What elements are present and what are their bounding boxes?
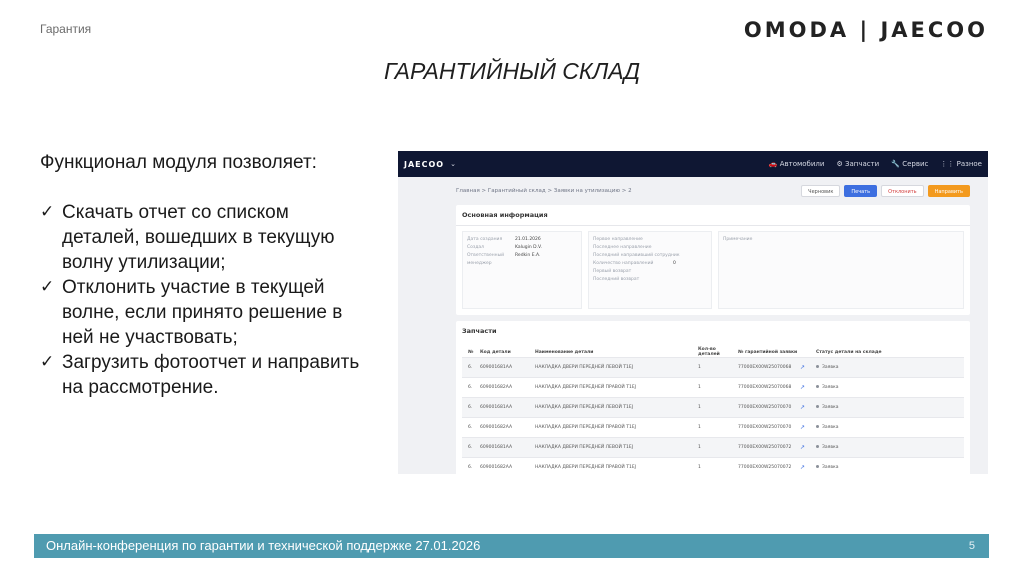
column-header: Наименование детали	[535, 349, 594, 355]
status-label: Заявка	[822, 365, 839, 370]
info-value: 21.01.2026	[515, 237, 541, 242]
nav-label: Автомобили	[779, 160, 825, 168]
cell-status	[816, 465, 906, 470]
cell-code: 609001682AA	[480, 465, 513, 470]
table-header	[462, 347, 964, 357]
page-number: 5	[968, 540, 975, 552]
info-row	[467, 236, 577, 244]
info-col-main	[462, 231, 582, 309]
bullet-item	[40, 350, 370, 400]
bullet-text: Скачать отчет со списком деталей, вошедших в текущую волну утилизации;	[62, 202, 335, 273]
nav-item-misc[interactable]: ⋮⋮ Разное	[940, 160, 982, 168]
cell-number: 6.	[468, 445, 473, 450]
cell-status	[816, 385, 906, 390]
table-row[interactable]	[462, 437, 964, 457]
checkmark-icon: ✓	[40, 352, 55, 372]
info-key: Первое направление	[593, 237, 643, 242]
cell-name: НАКЛАДКА ДВЕРИ ПЕРЕДНЕЙ ПРАВОЙ T1EJ	[535, 465, 637, 470]
info-key: Ответственный менеджер	[467, 253, 505, 266]
status-dot	[816, 465, 819, 468]
status-label: Заявка	[822, 385, 839, 390]
cell-number: 6.	[468, 465, 473, 470]
column-header: Кол-во деталей	[698, 347, 720, 357]
app-logo: JAECOO	[404, 159, 445, 169]
cell-status	[816, 365, 906, 370]
table-body	[462, 357, 964, 474]
print-button[interactable]: Печать	[844, 185, 877, 197]
table-row[interactable]	[462, 397, 964, 417]
cell-number: 6.	[468, 425, 473, 430]
cell-code: 609001682AA	[480, 425, 513, 430]
info-col-notes	[718, 231, 964, 309]
info-key: Последнее направление	[593, 245, 652, 250]
cell-claim: 77000EX00W25070070	[738, 405, 792, 410]
external-link-icon[interactable]: ↗	[800, 404, 806, 411]
status-label: Заявка	[822, 465, 839, 470]
parts-card	[456, 321, 970, 474]
cell-code: 609001681AA	[480, 445, 513, 450]
cell-claim: 77000EX00W25070068	[738, 385, 792, 390]
checkmark-icon: ✓	[40, 277, 55, 297]
cell-qty: 1	[698, 385, 701, 390]
table-row[interactable]	[462, 377, 964, 397]
bullet-item	[40, 200, 370, 275]
cell-claim: 77000EX00W25070072	[738, 445, 792, 450]
column-header: №	[468, 349, 474, 355]
cell-qty: 1	[698, 405, 701, 410]
cell-claim: 77000EX00W25070068	[738, 365, 792, 370]
breadcrumb[interactable]: Главная > Гарантийный склад > Заявки на утилизацию > 2	[456, 188, 632, 194]
bullets-block	[40, 150, 370, 400]
nav-label: Запчасти	[844, 160, 880, 168]
cell-status	[816, 445, 906, 450]
breadcrumb-row	[456, 183, 970, 199]
cell-number: 6.	[468, 365, 473, 370]
info-columns	[462, 231, 964, 309]
slide-title: ГАРАНТИЙНЫЙ СКЛАД	[383, 58, 641, 84]
table-row[interactable]	[462, 357, 964, 377]
cell-qty: 1	[698, 465, 701, 470]
cell-qty: 1	[698, 445, 701, 450]
status-dot	[816, 425, 819, 428]
status-label: Заявка	[822, 425, 839, 430]
cell-status	[816, 405, 906, 410]
cell-status	[816, 425, 906, 430]
cell-claim: 77000EX00W25070072	[738, 465, 792, 470]
nav-item-parts[interactable]: ⚙ Запчасти	[836, 160, 880, 168]
info-col-directions	[588, 231, 712, 309]
brand-logo: OMODA | JAECOO	[743, 18, 988, 42]
section-label: Гарантия	[40, 22, 92, 36]
table-row[interactable]	[462, 417, 964, 437]
status-label: Заявка	[822, 445, 839, 450]
cell-name: НАКЛАДКА ДВЕРИ ПЕРЕДНЕЙ ЛЕВОЙ T1EJ	[535, 405, 634, 410]
nav-item-service[interactable]: 🔧 Сервис	[891, 160, 929, 168]
bullet-text: Загрузить фотоотчет и направить на рассмотрение.	[62, 352, 360, 398]
info-value: 0	[673, 261, 676, 266]
cell-name: НАКЛАДКА ДВЕРИ ПЕРЕДНЕЙ ЛЕВОЙ T1EJ	[535, 365, 634, 370]
info-card	[456, 205, 970, 315]
nav-item-cars[interactable]: 🚗 Автомобили	[768, 160, 825, 168]
parts-card-title: Запчасти	[462, 327, 497, 335]
app-screenshot	[398, 151, 988, 474]
nav-label: Разное	[956, 160, 982, 168]
external-link-icon[interactable]: ↗	[800, 464, 806, 471]
external-link-icon[interactable]: ↗	[800, 364, 806, 371]
info-row	[467, 244, 577, 252]
column-header: № гарантийной заявки	[738, 349, 798, 355]
external-link-icon[interactable]: ↗	[800, 384, 806, 391]
cell-name: НАКЛАДКА ДВЕРИ ПЕРЕДНЕЙ ПРАВОЙ T1EJ	[535, 425, 637, 430]
bullet-text: Отклонить участие в текущей волне, если принято решение в ней не участвовать;	[62, 277, 343, 348]
cell-number: 6.	[468, 385, 473, 390]
table-row[interactable]	[462, 457, 964, 474]
draft-badge: Черновик	[801, 185, 840, 197]
notes-label: Примечание	[723, 237, 753, 242]
status-dot	[816, 445, 819, 448]
cell-claim: 77000EX00W25070070	[738, 425, 792, 430]
status-dot	[816, 385, 819, 388]
action-buttons	[801, 185, 970, 197]
info-value: Kalugin D.V.	[515, 245, 542, 250]
external-link-icon[interactable]: ↗	[800, 424, 806, 431]
cell-code: 609001681AA	[480, 365, 513, 370]
footer-bar	[34, 534, 989, 558]
footer-text: Онлайн-конференция по гарантии и технической поддержке 27.01.2026	[46, 538, 481, 553]
cell-number: 6.	[468, 405, 473, 410]
info-key: Последний направивший сотрудник	[593, 253, 680, 258]
info-key: Последний возврат	[593, 277, 640, 282]
cell-code: 609001682AA	[480, 385, 513, 390]
info-key: Дата создания	[467, 237, 503, 242]
info-value: Redkin E.A.	[515, 253, 541, 258]
cell-qty: 1	[698, 365, 701, 370]
cell-qty: 1	[698, 425, 701, 430]
reject-button[interactable]: Отклонить	[881, 185, 924, 197]
app-body	[456, 183, 970, 474]
info-row	[593, 260, 707, 268]
column-header: Статус детали на складе	[816, 349, 882, 355]
divider	[456, 225, 970, 226]
app-topbar	[398, 151, 988, 177]
send-button[interactable]: Направить	[928, 185, 970, 197]
status-label: Заявка	[822, 405, 839, 410]
status-dot	[816, 365, 819, 368]
status-dot	[816, 405, 819, 408]
info-key: Первый возврат	[593, 269, 632, 274]
info-card-title: Основная информация	[462, 211, 548, 219]
cell-name: НАКЛАДКА ДВЕРИ ПЕРЕДНЕЙ ЛЕВОЙ T1EJ	[535, 445, 634, 450]
app-nav	[769, 160, 982, 168]
cell-code: 609001681AA	[480, 405, 513, 410]
nav-label: Сервис	[902, 160, 929, 168]
info-row	[467, 252, 577, 268]
checkmark-icon: ✓	[40, 202, 55, 222]
column-header: Код детали	[480, 349, 511, 355]
intro-text: Функционал модуля позволяет:	[40, 152, 317, 173]
chevron-down-icon[interactable]: ⌄	[450, 160, 456, 168]
info-key: Создал	[467, 245, 485, 250]
info-key: Количество направлений	[593, 261, 654, 266]
external-link-icon[interactable]: ↗	[800, 444, 806, 451]
bullet-item	[40, 275, 370, 350]
cell-name: НАКЛАДКА ДВЕРИ ПЕРЕДНЕЙ ПРАВОЙ T1EJ	[535, 385, 637, 390]
